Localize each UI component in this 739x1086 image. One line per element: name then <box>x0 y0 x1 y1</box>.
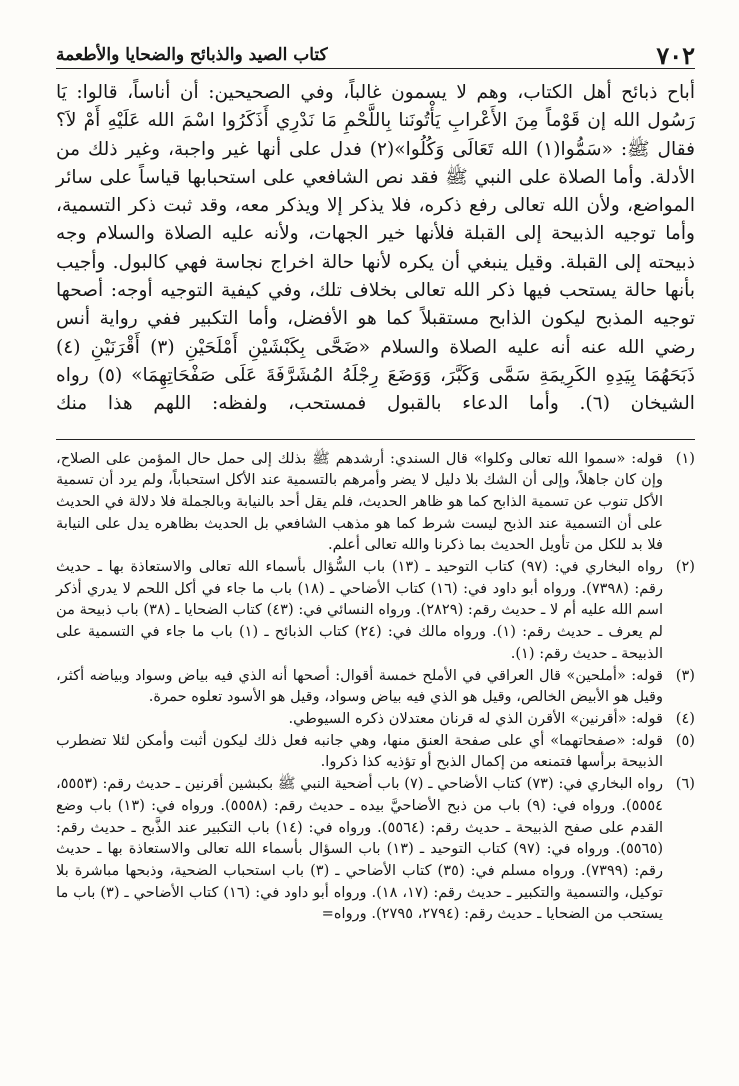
footnote-text: رواه البخاري في: (٧٣) كتاب الأضاحي ـ (٧) باب أضحية النبي ﷺ بكبشين أقرنين ـ حديث رقم: (٥٥٥٣، ٥٥٥٤). ورواه في: (٩) باب من ذبح الأضاحيَّ بيده ـ حديث رقم: (٥٥٥٨). ورواه في: (١٣) باب وضع القدم على صفح الذبيحة ـ حديث رقم: (٥٥٦٤). ورواه في: (١٤) باب التكبير عند الذَّبح ـ حديث رقم: (٥٥٦٥). ورواه في: (٩٧) كتاب التوحيد ـ (١٣) باب السؤال بأسماء الله تعالى والاستعاذة بها ـ حديث رقم: (٧٣٩٩). ورواه مسلم في: (٣٥) كتاب الأضاحي ـ (٣) باب استحباب الضحية، وذبحها مباشرة بلا توكيل، والتسمية والتكبير ـ حديث رقم: (١٧، ١٨). ورواه أبو داود في: (١٦) كتاب الأضاحي ـ (٣) باب ما يستحب من الضحايا ـ حديث رقم: (٢٧٩٤، ٢٧٩٥). ورواه= <box>56 775 664 923</box>
page-number: ٧٠٢ <box>656 41 695 70</box>
footnote-number: (٥) <box>675 731 695 749</box>
footnote-text: رواه البخاري في: (٩٧) كتاب التوحيد ـ (١٣) باب السُّؤال بأسماء الله تعالى والاستعاذة بها ـ حديث رقم: (٧٣٩٨). ورواه أبو داود في: (١٦) كتاب الأضاحي ـ (١٨) باب ما جاء في أكل اللحم لا يدري أذكر اسم الله عليه أم لا ـ حديث رقم: (٢٨٢٩). ورواه النسائي في: (٤٣) كتاب الضحايا ـ (٣٨) باب ذبيحة من لم يعرف ـ حديث رقم: (١). ورواه مالك في: (٢٤) كتاب الذبائح ـ (١) باب ما جاء في التسمية على الذبيحة ـ حديث رقم: (١). <box>56 558 664 662</box>
footnote-text: قوله: «سموا الله تعالى وكلوا» قال السندي: أرشدهم ﷺ بذلك إلى حمل حال المؤمن على الصلاح، وإن كان جاهلاً، وإلى أن الشك بلا دليل لا يضر وأمرهم بالتسمية عند الأكل استحباباً، ولم يرد أن تسمية الأكل تنوب عن تسمية الذابح كما هو ظاهر الحديث، فلم يقل أحد بالنيابة وبالجملة فلا دلالة في الحديث على أن التسمية عند الذبح ليست شرط كما هو مذهب الشافعي بل الحديث بظاهره يدل على النيابة فلا بد للكل من تأويل الحديث بما ذكرنا والله تعالى أعلم. <box>56 449 663 554</box>
footnote-number: (٤) <box>675 710 695 727</box>
page-header <box>56 28 695 69</box>
footnote-number: (٣) <box>675 666 695 684</box>
footnote-3 <box>56 665 695 708</box>
footnote-text: قوله: «أقرنين» الأقرن الذي له قرنان معتدلان ذكره السيوطي. <box>288 710 663 727</box>
footnote-2 <box>56 556 695 665</box>
footnote-text: قوله: «أملحين» قال العراقي في الأملح خمسة أقوال: أصحها أنه الذي فيه بياض وسواد وبياضه أكثر، وقيل هو الأبيض الخالص، وقيل هو الذي فيه بياض وسواد، وقيل هو الأسود تعلوه حمرة. <box>56 666 663 706</box>
running-title: كتاب الصيد والذبائح والضحايا والأطعمة <box>56 45 328 65</box>
footnote-4 <box>56 708 695 730</box>
footnote-6 <box>56 773 695 925</box>
footnote-5 <box>56 730 695 773</box>
main-paragraph: أباح ذبائح أهل الكتاب، وهم لا يسمون غالباً، وفي الصحيحين: أن أناساً، قالوا: يَا رَسُول الله إن قَوْماً مِنَ الأَعْرابِ يَأْتُونَنا بِاللَّحْمِ مَا نَدْرِي أَذَكَرُوا اسْمَ الله عَلَيْهِ أَمْ لاَ؟ فقال ﷺ: «سَمُّوا(١) الله تَعَالَى وَكُلُوا»(٢) فدل على أنها غير واجبة، وغير ذلك من الأدلة. وأما الصلاة على النبي ﷺ فقد نص الشافعي على استحبابها قياساً على سائر المواضع، ولأن الله تعالى رفع ذكره، فلا يذكر إلا ويذكر معه، وقد ثبت ذكر التسمية، وأما توجيه الذبيحة إلى القبلة فلأنها خير الجهات، ولأنه عليه الصلاة والسلام وجه ذبيحته إلى القبلة. وقيل ينبغي أن يكره لأنها حالة اخراج نجاسة فهي كالبول. وأجيب بأنها حالة يستحب فيها ذكر الله تعالى بخلاف تلك، وفي كيفية التوجيه أوجه: أصحها توجيه المذبح ليكون الذابح مستقبلاً كما هو الأفضل، وأما التكبير ففي رواية أنس رضي الله عنه أنه عليه الصلاة والسلام «ضَحَّى بِكَبْشَيْنِ أَمْلَحَيْنِ (٣) أَقْرَنَيْنِ (٤) ذَبَحَهُمَا بِيَدِهِ الكَرِيمَةِ سَمَّى وَكَبَّرَ، وَوَضَعَ رِجْلَهُ المُشَرَّفَةَ عَلَى صَفْحَاتِهِمَا» (٥) رواه الشيخان (٦). وأما الدعاء بالقبول فمستحب، ولفظه: اللهم هذا منك <box>56 82 695 415</box>
footnote-number: (١) <box>675 449 695 467</box>
footnote-text: قوله: «صفحاتهما» أي على صفحة العنق منها، وهي جانبه فعل ذلك ليكون أثبت وأمكن لئلا تضطرب الذبيحة برأسها فتمنعه من إكمال الذبح أو تؤذيه كذا ذكروا. <box>56 731 663 771</box>
main-text <box>56 79 695 419</box>
footnote-number: (٢) <box>675 558 695 576</box>
footnotes-section <box>56 439 695 925</box>
footnote-number: (٦) <box>675 775 695 793</box>
footnote-1 <box>56 448 695 557</box>
